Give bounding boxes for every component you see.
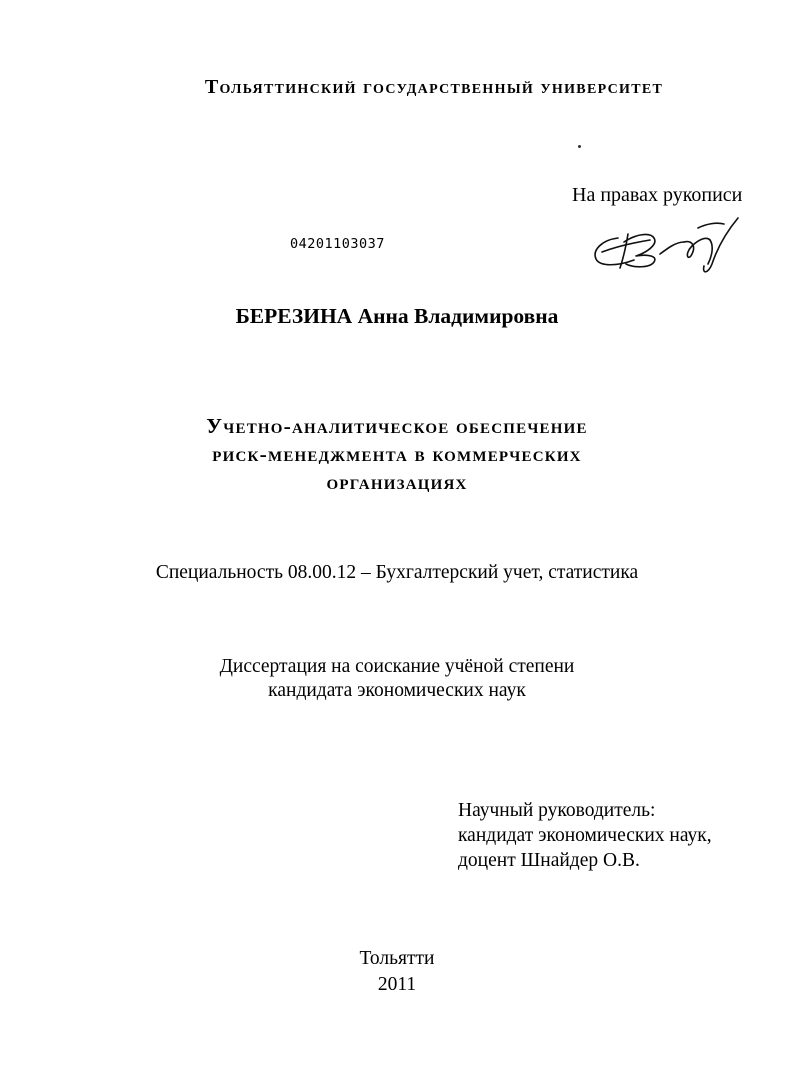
archive-number: 04201103037 (290, 236, 385, 252)
manuscript-note: На правах рукописи (572, 184, 743, 206)
title-line: организациях (326, 470, 468, 494)
author-name: БЕРЕЗИНА Анна Владимировна (235, 304, 559, 328)
supervisor-name: доцент Шнайдер О.В. (458, 850, 640, 871)
supervisor-degree: кандидат экономических наук, (458, 825, 712, 846)
city: Тольятти (359, 948, 435, 969)
title-line: Учетно-аналитическое обеспечение (206, 414, 588, 438)
supervisor-heading: Научный руководитель: (458, 800, 656, 821)
degree-line: кандидата экономических наук (268, 680, 526, 701)
year: 2011 (377, 974, 417, 995)
signature-icon (588, 212, 748, 278)
scan-speck (578, 145, 581, 148)
degree-line: Диссертация на соискание учёной степени (219, 656, 575, 677)
degree-statement (0, 655, 794, 703)
place-and-year (0, 946, 794, 998)
university-name: Тольяттинский государственный университет (204, 76, 664, 98)
specialty: Специальность 08.00.12 – Бухгалтерский учет, статистика (155, 562, 639, 583)
dissertation-title (0, 412, 794, 496)
title-line: риск-менеджмента в коммерческих (212, 442, 582, 466)
supervisor-block (458, 798, 712, 873)
